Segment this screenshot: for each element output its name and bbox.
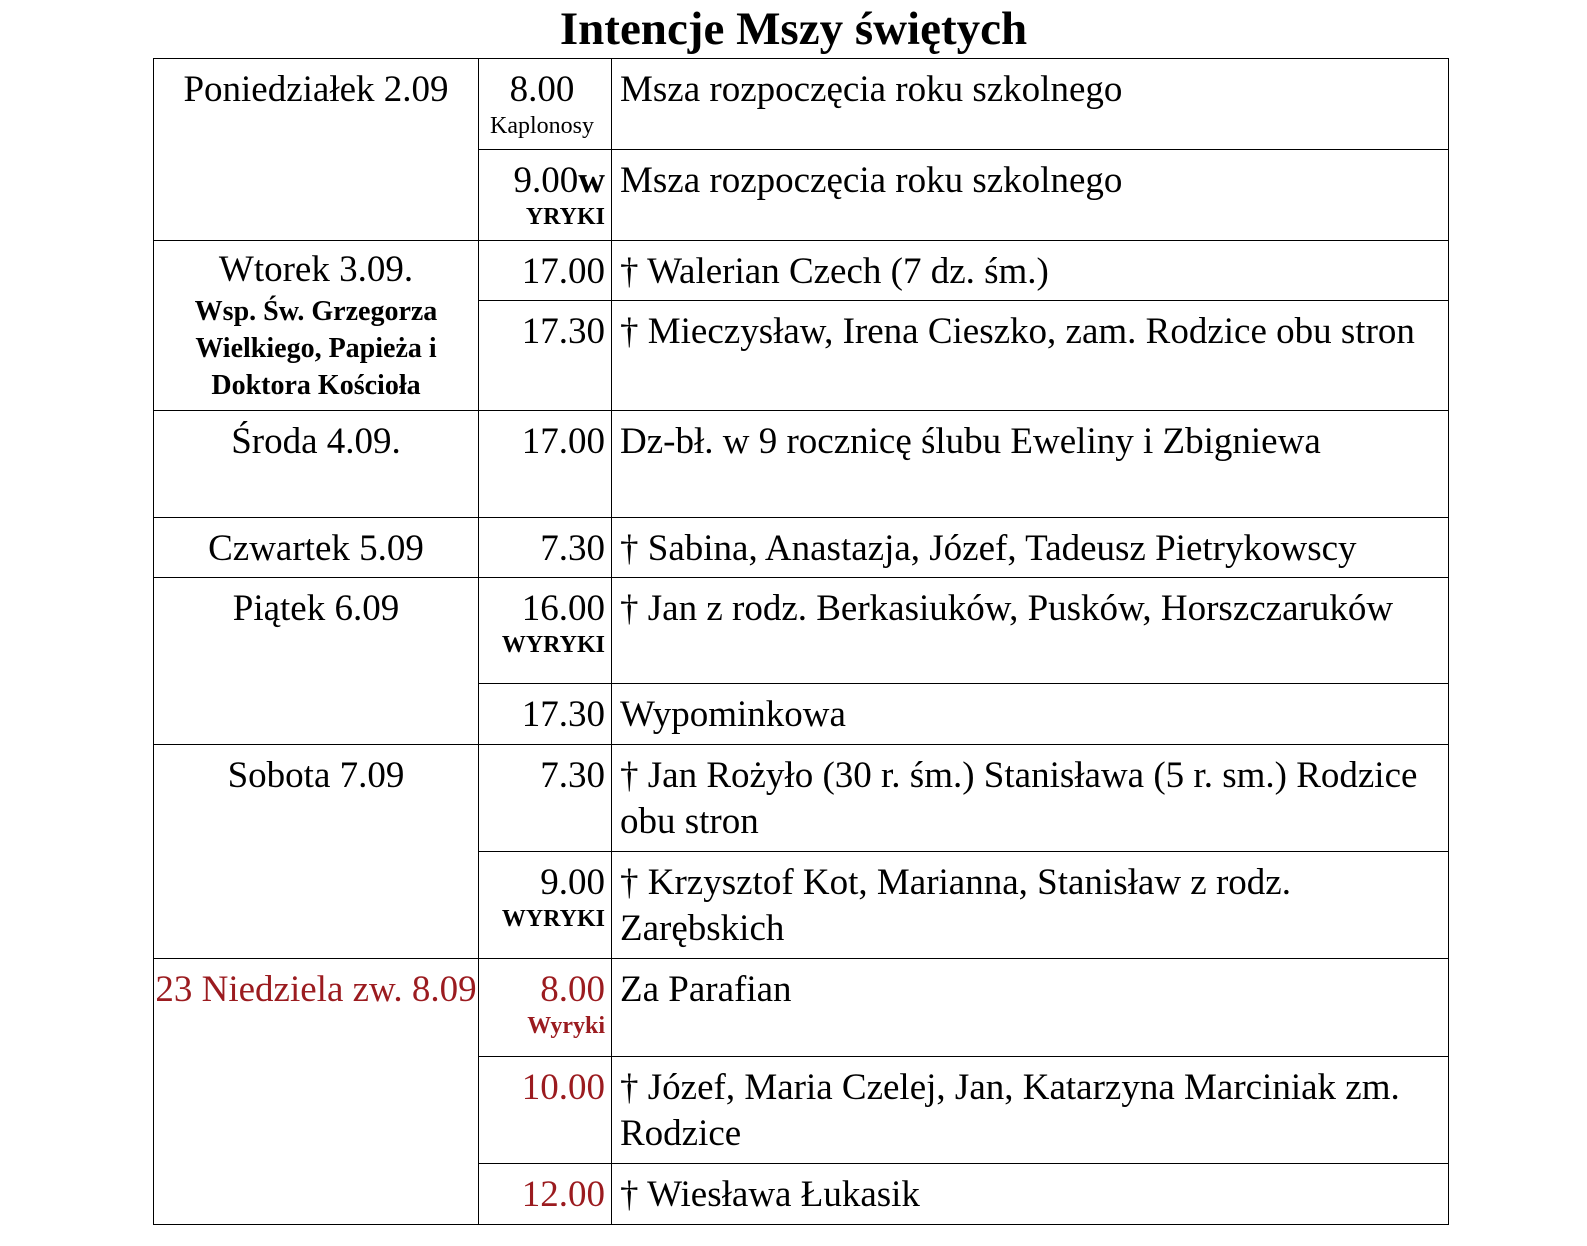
day-cell-friday xyxy=(154,578,479,745)
day-cell-wednesday xyxy=(154,411,479,518)
mass-time: 8.00 xyxy=(509,69,575,110)
mass-time: 10.00 xyxy=(521,1067,605,1108)
intention-cell: Msza rozpoczęcia roku szkolnego xyxy=(612,59,1449,150)
mass-time-wrap xyxy=(479,158,605,204)
page-title: Intencje Mszy świętych xyxy=(559,3,1028,55)
table-row xyxy=(154,745,1449,852)
mass-time: 12.00 xyxy=(521,1174,605,1215)
time-cell xyxy=(479,301,612,411)
mass-time: 17.30 xyxy=(521,311,605,352)
time-cell xyxy=(479,684,612,745)
table-row xyxy=(154,411,1449,518)
day-cell-monday xyxy=(154,59,479,241)
day-cell-saturday xyxy=(154,745,479,959)
time-cell xyxy=(479,578,612,684)
intention-cell: † Wiesława Łukasik xyxy=(612,1164,1449,1225)
time-cell xyxy=(479,1057,612,1164)
mass-time: 16.00 xyxy=(521,588,605,629)
day-cell-sunday xyxy=(154,959,479,1225)
intention-cell: † Józef, Maria Czelej, Jan, Katarzyna Marciniak zm. Rodzice xyxy=(612,1057,1449,1164)
day-note: Wsp. Św. Grzegorza Wielkiego, Papieża i Doktora Kościoła xyxy=(194,296,438,401)
day-label: Sobota 7.09 xyxy=(227,755,405,796)
intention-cell: Za Parafian xyxy=(612,959,1449,1057)
mass-time: 7.30 xyxy=(540,528,605,569)
table-row xyxy=(154,959,1449,1057)
time-cell xyxy=(479,411,612,518)
day-label: Środa 4.09. xyxy=(231,421,401,462)
mass-time: 17.00 xyxy=(521,251,605,292)
mass-time: 17.00 xyxy=(521,421,605,462)
table-row xyxy=(154,518,1449,578)
intention-cell: † Sabina, Anastazja, Józef, Tadeusz Pietrykowscy xyxy=(612,518,1449,578)
mass-schedule-table xyxy=(153,58,1449,1225)
day-label: 23 Niedziela zw. 8.09 xyxy=(155,969,477,1010)
day-label: Wtorek 3.09. xyxy=(218,249,414,290)
time-cell xyxy=(479,959,612,1057)
time-cell xyxy=(479,59,612,150)
mass-time: 7.30 xyxy=(540,755,605,796)
intention-cell: † Mieczysław, Irena Cieszko, zam. Rodzice obu stron xyxy=(612,301,1449,411)
intention-cell: † Krzysztof Kot, Marianna, Stanisław z rodz. Zarębskich xyxy=(612,852,1449,959)
time-cell xyxy=(479,745,612,852)
table-row xyxy=(154,59,1449,150)
mass-time-suffix: w xyxy=(578,160,605,201)
time-cell xyxy=(479,518,612,578)
day-label: Poniedziałek 2.09 xyxy=(183,69,449,110)
intention-cell: † Jan Rożyło (30 r. śm.) Stanisława (5 r. sm.) Rodzice obu stron xyxy=(612,745,1449,852)
time-cell xyxy=(479,1164,612,1225)
mass-time: 8.00 xyxy=(540,969,605,1010)
mass-place: Kaplonosy xyxy=(490,113,594,139)
mass-place: Wyryki xyxy=(527,1013,605,1039)
day-cell-tuesday xyxy=(154,241,479,411)
mass-place: WYRYKI xyxy=(501,906,605,932)
intention-cell: Wypominkowa xyxy=(612,684,1449,745)
mass-place: YRYKI xyxy=(525,204,605,230)
table-row xyxy=(154,578,1449,684)
mass-time: 17.30 xyxy=(521,694,605,735)
day-label: Piątek 6.09 xyxy=(232,588,400,629)
intention-cell: † Walerian Czech (7 dz. śm.) xyxy=(612,241,1449,301)
intention-cell: † Jan z rodz. Berkasiuków, Pusków, Horszczaruków xyxy=(612,578,1449,684)
time-cell xyxy=(479,150,612,241)
mass-time: 9.00 xyxy=(540,862,605,903)
mass-place: WYRYKI xyxy=(501,632,605,658)
time-cell xyxy=(479,852,612,959)
table-row xyxy=(154,241,1449,301)
time-cell xyxy=(479,241,612,301)
day-cell-thursday xyxy=(154,518,479,578)
intention-cell: Dz-bł. w 9 rocznicę ślubu Eweliny i Zbigniewa xyxy=(612,411,1449,518)
mass-time: 9.00 xyxy=(513,160,579,201)
intention-cell: Msza rozpoczęcia roku szkolnego xyxy=(612,150,1449,241)
day-label: Czwartek 5.09 xyxy=(208,528,424,569)
